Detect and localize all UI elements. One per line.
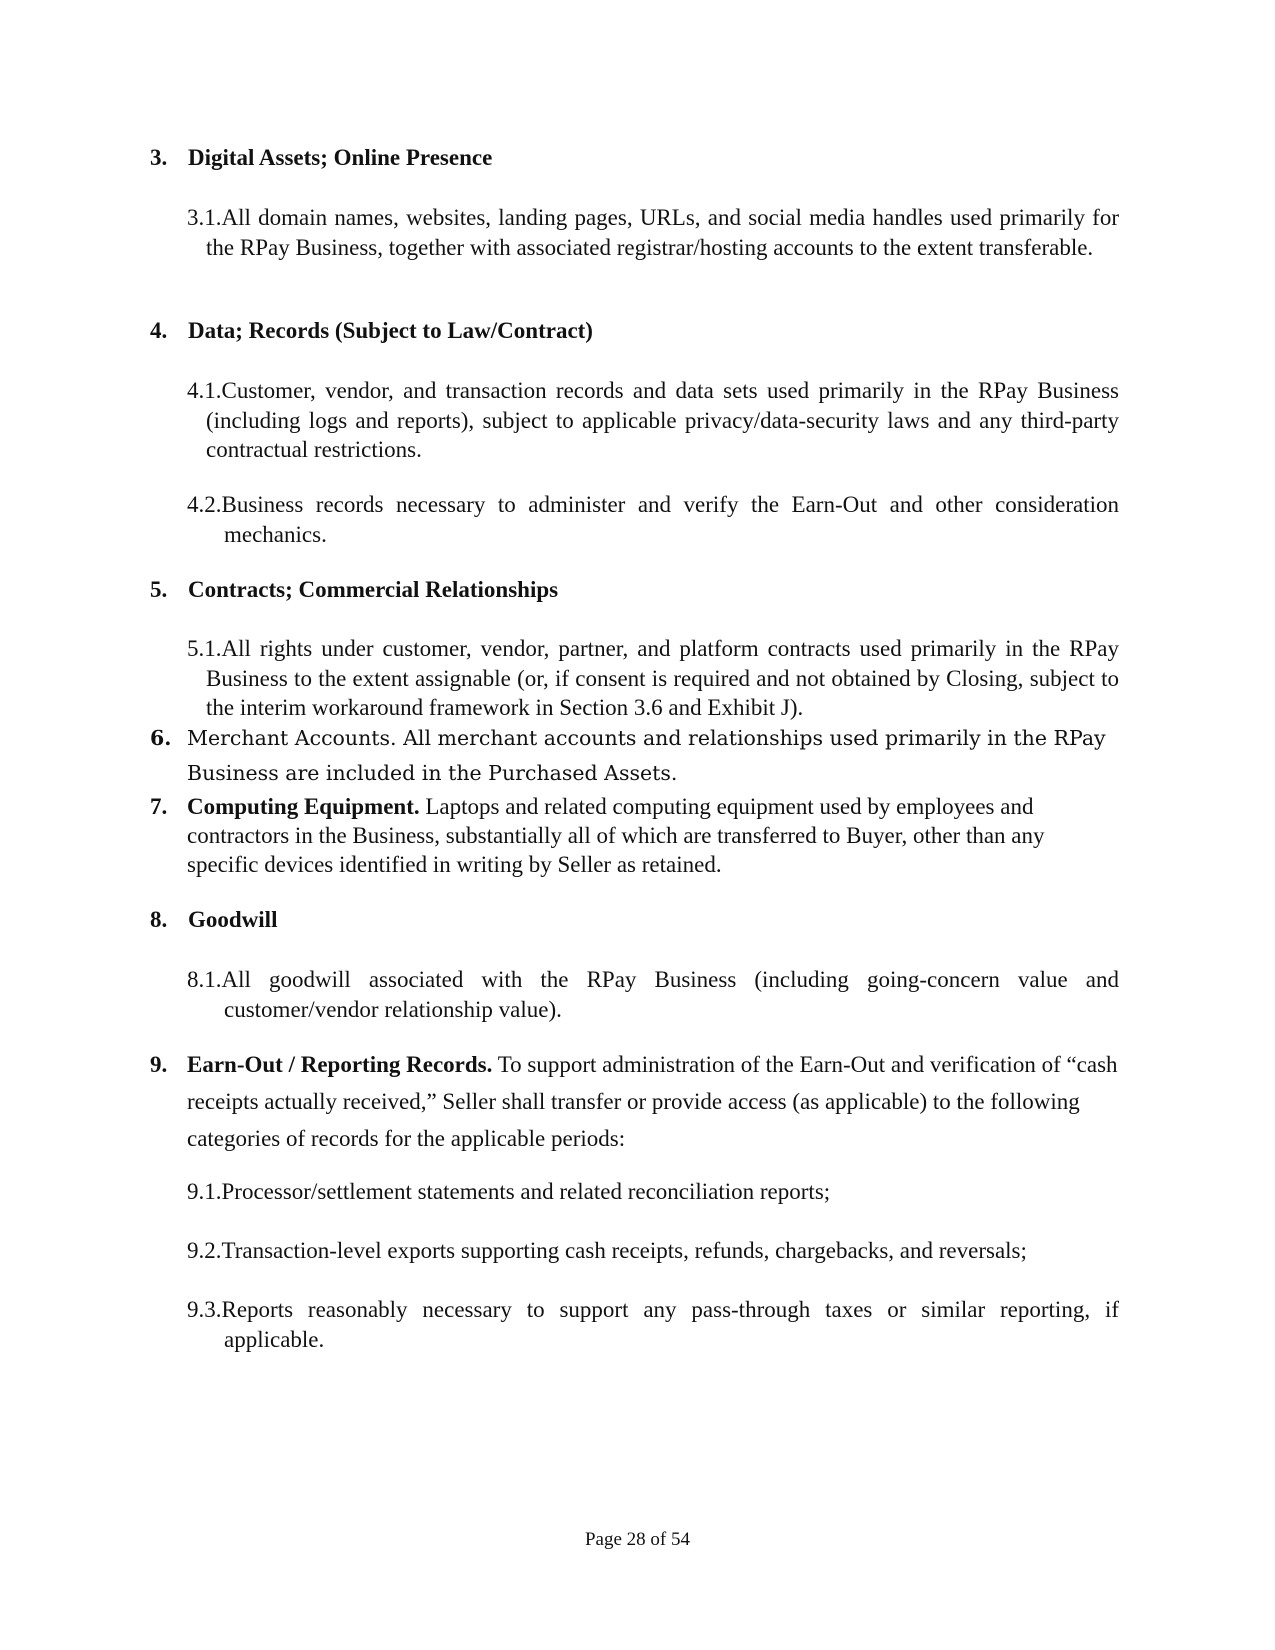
section-9-paragraph — [150, 1046, 1120, 1157]
section-number: 9. — [150, 1052, 168, 1077]
clause-9-2 — [187, 1236, 1119, 1266]
clause-number: 3.1. — [187, 205, 222, 230]
clause-9-1 — [187, 1177, 1119, 1207]
clause-number: 9.1. — [187, 1179, 222, 1204]
section-number: 8. — [150, 907, 168, 932]
clause-text: Processor/settlement statements and related reconciliation reports; — [221, 1179, 831, 1204]
paragraph-lead: Earn-Out / Reporting Records. — [187, 1052, 493, 1077]
section-number: 3. — [150, 145, 168, 170]
page-number-footer: Page 28 of 54 — [584, 1529, 690, 1550]
clause-number: 4.1. — [187, 378, 222, 403]
clause-text: All goodwill associated with the RPay Business (including going-concern value and customer/vendor relationship value). — [221, 967, 1119, 1022]
clause-text: Business records necessary to administer and verify the Earn-Out and other consideration mechanics. — [221, 492, 1119, 547]
clause-9-3 — [187, 1295, 1119, 1354]
section-number: 5. — [150, 577, 168, 602]
clause-5-1 — [187, 634, 1119, 723]
section-8-heading — [150, 905, 277, 935]
section-6-paragraph — [150, 721, 1120, 791]
section-title: Goodwill — [188, 907, 278, 932]
section-number: 4. — [150, 318, 168, 343]
clause-number: 9.2. — [187, 1238, 222, 1263]
clause-text: Reports reasonably necessary to support any pass-through taxes or similar reporting, if applicable. — [221, 1297, 1119, 1352]
clause-number: 5.1. — [187, 636, 222, 661]
clause-4-2 — [187, 490, 1119, 549]
clause-number: 9.3. — [187, 1297, 222, 1322]
clause-text: All rights under customer, vendor, partner, and platform contracts used primarily in the RPay Business to the extent assignable (or, if consent is required and not obtained by Closing, subject to the interim workaround framework in Section 3.6 and Exhibit J). — [206, 636, 1119, 720]
section-title: Digital Assets; Online Presence — [188, 145, 493, 170]
section-4-heading — [150, 316, 593, 346]
section-7-paragraph — [150, 792, 1120, 879]
clause-text: Transaction-level exports supporting cash receipts, refunds, chargebacks, and reversals; — [221, 1238, 1027, 1263]
clause-text: Customer, vendor, and transaction records and data sets used primarily in the RPay Business (including logs and reports), subject to applicable privacy/data-security laws and any third-party contractual restrictions. — [206, 378, 1119, 462]
section-3-heading — [150, 143, 492, 173]
paragraph-lead: Computing Equipment. — [187, 794, 420, 819]
clause-3-1 — [187, 203, 1119, 262]
section-number: 6. — [150, 726, 172, 750]
section-number: 7. — [150, 794, 168, 819]
clause-number: 4.2. — [187, 492, 222, 517]
paragraph-text: Laptops and related computing equipment used by employees and contractors in the Business, substantially all of which are transferred to Buyer, other than any specific devices identified in writing by Seller as retained. — [187, 794, 1045, 877]
paragraph-text: To support administration of the Earn-Out and verification of “cash receipts actually received,” Seller shall transfer or provide access (as applicable) to the following categories of records for the applicable periods: — [187, 1052, 1118, 1151]
clause-text: All domain names, websites, landing pages, URLs, and social media handles used primarily for the RPay Business, together with associated registrar/hosting accounts to the extent transferable. — [206, 205, 1119, 260]
section-title: Data; Records (Subject to Law/Contract) — [188, 318, 593, 343]
clause-8-1 — [187, 965, 1119, 1024]
section-title: Contracts; Commercial Relationships — [188, 577, 559, 602]
clause-number: 8.1. — [187, 967, 222, 992]
paragraph-text: Merchant Accounts. All merchant accounts and relationships used primarily in the RPay Business are included in the Purchased Assets. — [187, 726, 1106, 785]
clause-4-1 — [187, 376, 1119, 465]
section-5-heading — [150, 575, 558, 605]
